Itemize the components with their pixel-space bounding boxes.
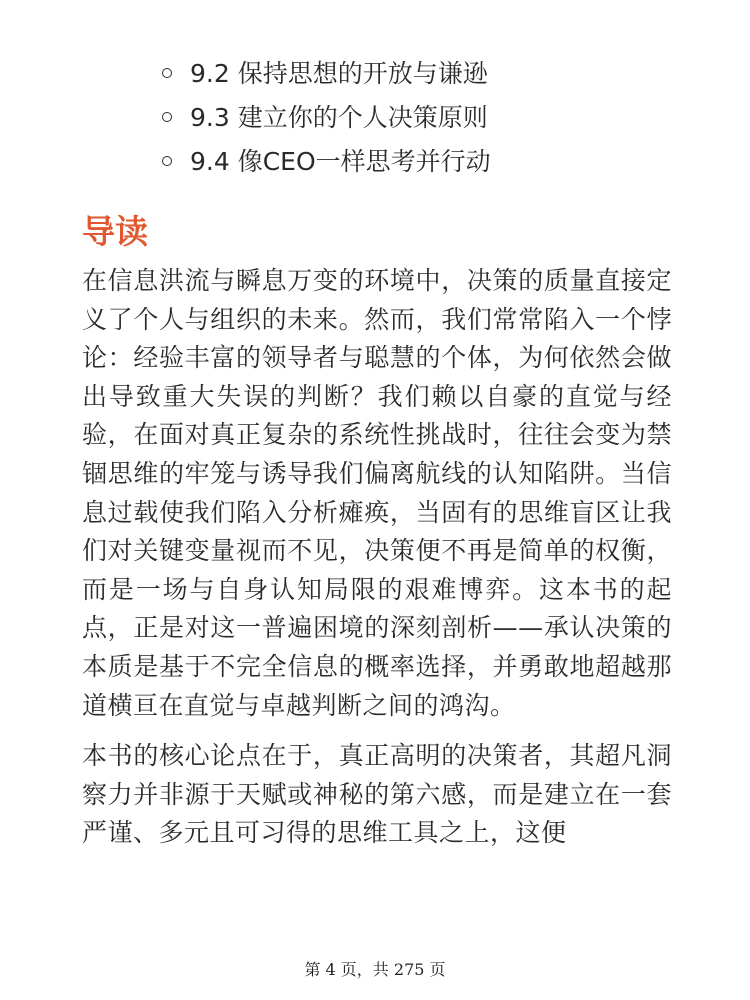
- toc-item[interactable]: [160, 140, 491, 184]
- toc-item[interactable]: [160, 96, 491, 140]
- toc-item-label: 9.4 像CEO一样思考并行动: [190, 147, 491, 176]
- hollow-circle-bullet-icon: [162, 156, 172, 166]
- page-number: 第 4 页，共 275 页: [304, 960, 446, 979]
- body-text: [82, 262, 672, 853]
- section-heading: 导读: [82, 212, 148, 251]
- hollow-circle-bullet-icon: [162, 68, 172, 78]
- hollow-circle-bullet-icon: [162, 112, 172, 122]
- toc-item[interactable]: [160, 52, 491, 96]
- paragraph: 本书的核心论点在于，真正高明的决策者，其超凡洞察力并非源于天赋或神秘的第六感，而是建立在一套严谨、多元且可习得的思维工具之上，这便: [82, 741, 672, 848]
- paragraph: 在信息洪流与瞬息万变的环境中，决策的质量直接定义了个人与组织的未来。然而，我们常常陷入一个悖论：经验丰富的领导者与聪慧的个体，为何依然会做出导致重大失误的判断？我们赖以自豪的直觉与经验，在面对真正复杂的系统性挑战时，往往会变为禁锢思维的牢笼与诱导我们偏离航线的认知陷阱。当信息过载使我们陷入分析瘫痪，当固有的思维盲区让我们对关键变量视而不见，决策便不再是简单的权衡，而是一场与自身认知局限的艰难博弈。这本书的起点，正是对这一普遍困境的深刻剖析——承认决策的本质是基于不完全信息的概率选择，并勇敢地超越那道横亘在直觉与卓越判断之间的鸿沟。: [82, 266, 672, 720]
- table-of-contents: [160, 52, 491, 184]
- toc-item-label: 9.2 保持思想的开放与谦逊: [190, 59, 488, 88]
- toc-item-label: 9.3 建立你的个人决策原则: [190, 103, 488, 132]
